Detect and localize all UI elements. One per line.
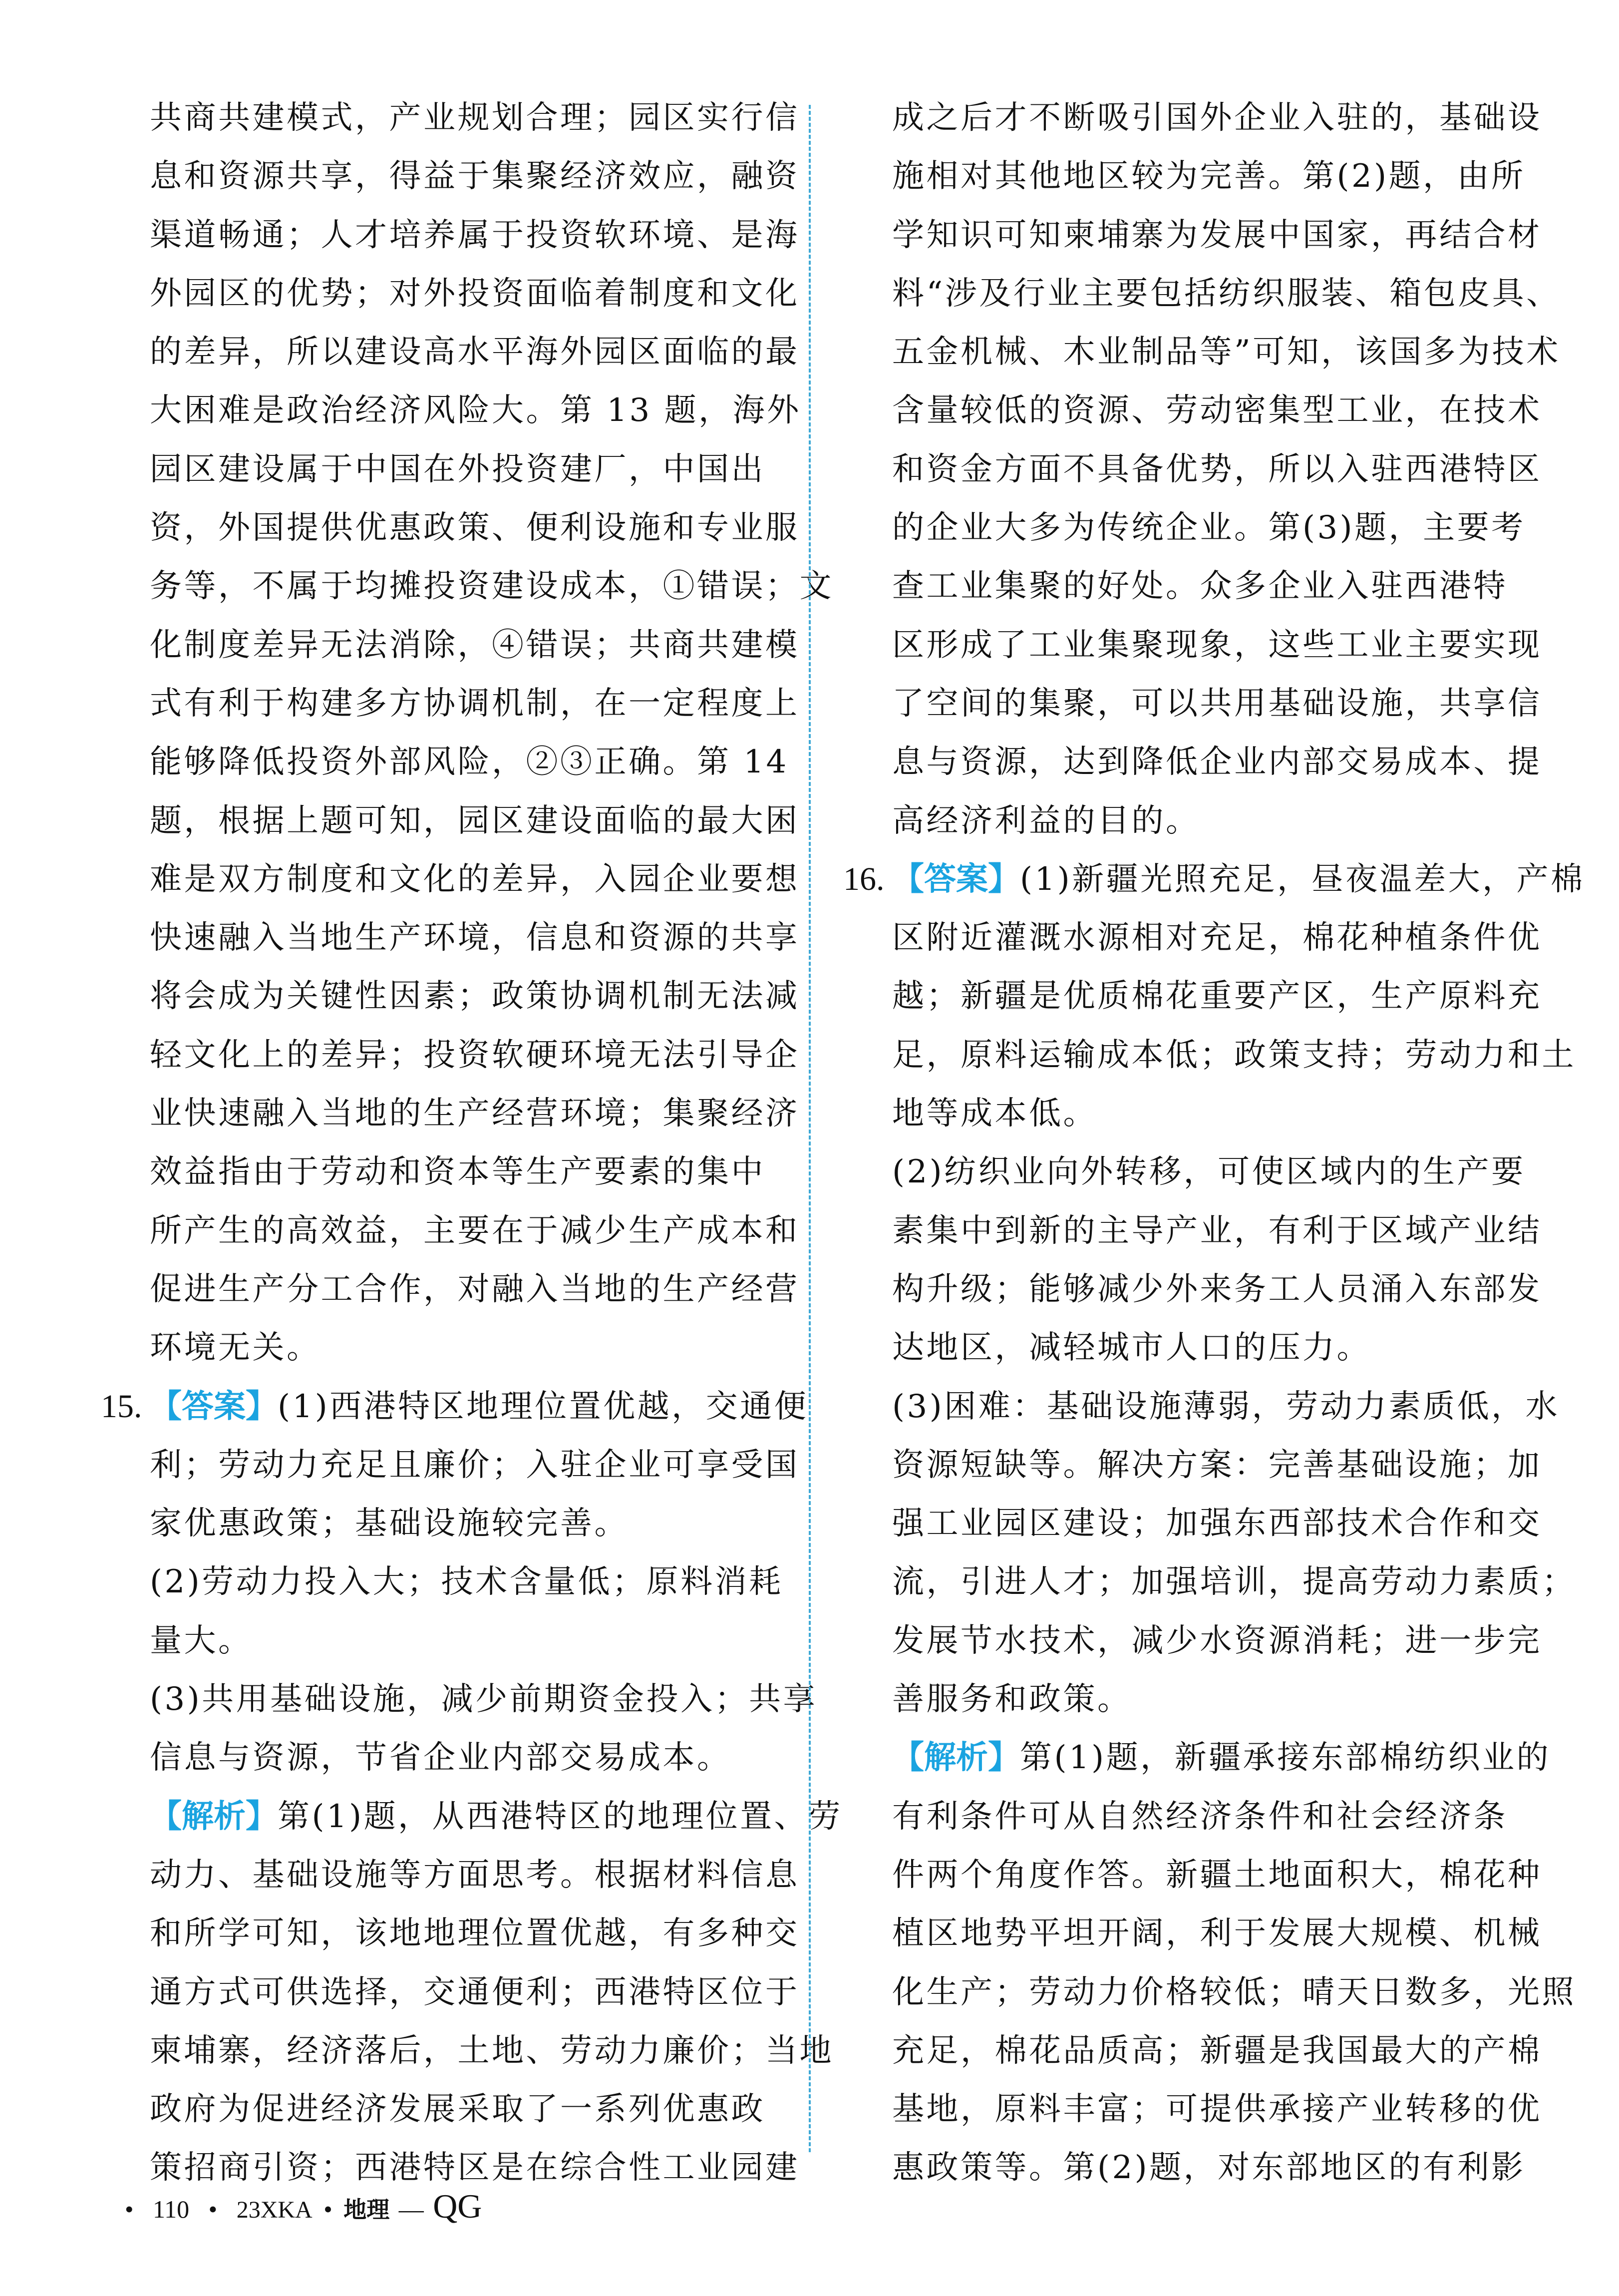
text-line: 五金机械、木业制品等”可知，该国多为技术 (892, 334, 1561, 371)
analysis-tag: 【解析】 (892, 1739, 1020, 1777)
answer-line: 越；新疆是优质棉花重要产区，生产原料充 (892, 978, 1542, 1015)
left-column (101, 98, 843, 2207)
text-line: 资，外国提供优惠政策、便利设施和专业服 (150, 509, 800, 547)
analysis-line: 动力、基础设施等方面思考。根据材料信息 (150, 1856, 800, 1894)
question-number-15: 15. (101, 1388, 142, 1425)
q16-answer-first-line (843, 859, 1585, 918)
answer-line: 资源短缺等。解决方案：完善基础设施；加 (892, 1446, 1542, 1484)
answer-line: 足，原料运输成本低；政策支持；劳动力和土 (892, 1036, 1576, 1074)
answer-text: (1)西港特区地理位置优越，交通便 (278, 1388, 809, 1425)
answer-line: 区附近灌溉水源相对充足，棉花种植条件优 (892, 919, 1542, 957)
dash-separator: — (398, 2195, 424, 2223)
answer-line: 地等成本低。 (892, 1095, 1097, 1133)
text-line: 息和资源共享，得益于集聚经济效应，融资 (150, 158, 800, 195)
text-line: 外园区的优势；对外投资面临着制度和文化 (150, 275, 800, 312)
analysis-line: 充足，棉花品质高；新疆是我国最大的产棉 (892, 2032, 1542, 2069)
text-line: 料“涉及行业主要包括纺织服装、箱包皮具、 (892, 275, 1561, 312)
text-line: 环境无关。 (150, 1329, 321, 1367)
text-line: 的企业大多为传统企业。第(3)题，主要考 (892, 509, 1526, 547)
text-line: 效益指由于劳动和资本等生产要素的集中 (150, 1153, 765, 1191)
analysis-tag: 【解析】 (150, 1798, 278, 1835)
answer-tag: 【答案】 (892, 860, 1020, 898)
analysis-line: 通方式可供选择，交通便利；西港特区位于 (150, 1973, 800, 2011)
text-line: 了空间的集聚，可以共用基础设施，共享信 (892, 685, 1542, 722)
page-footer (125, 2187, 482, 2225)
text-line: 难是双方制度和文化的差异，入园企业要想 (150, 860, 800, 898)
analysis-line: 惠政策等。第(2)题，对东部地区的有利影 (892, 2149, 1526, 2187)
subject-label: 地理 (343, 2196, 390, 2223)
analysis-line: 柬埔寨，经济落后，土地、劳动力廉价；当地 (150, 2032, 834, 2069)
analysis-text: 第(1)题，从西港特区的地理位置、劳 (278, 1798, 843, 1835)
text-line: 式有利于构建多方协调机制，在一定程度上 (150, 685, 800, 722)
bullet-icon: • (125, 2195, 134, 2223)
analysis-line: 植区地势平坦开阔，利于发展大规模、机械 (892, 1915, 1542, 1952)
text-line: 能够降低投资外部风险，②③正确。第 14 (150, 744, 789, 781)
text-line: 含量较低的资源、劳动密集型工业，在技术 (892, 392, 1542, 429)
edition-code: QG (433, 2187, 482, 2225)
answer-line: (2)劳动力投入大；技术含量低；原料消耗 (150, 1563, 783, 1601)
text-line: 区形成了工业集聚现象，这些工业主要实现 (892, 626, 1542, 664)
question-number-16: 16. (843, 860, 885, 897)
text-line: 成之后才不断吸引国外企业入驻的，基础设 (892, 99, 1542, 136)
answer-line: 善服务和政策。 (892, 1681, 1132, 1718)
answer-line: 量大。 (150, 1622, 253, 1659)
answer-line: (2)纺织业向外转移，可使区域内的生产要 (892, 1153, 1526, 1191)
text-line: 息与资源，达到降低企业内部交易成本、提 (892, 744, 1542, 781)
analysis-line: 政府为促进经济发展采取了一系列优惠政 (150, 2091, 765, 2128)
text-line: 将会成为关键性因素；政策协调机制无法减 (150, 978, 800, 1015)
analysis-line: 件两个角度作答。新疆土地面积大，棉花种 (892, 1856, 1542, 1894)
analysis-line: 策招商引资；西港特区是在综合性工业园建 (150, 2149, 800, 2187)
analysis-line: 基地，原料丰富；可提供承接产业转移的优 (892, 2091, 1542, 2128)
text-line: 务等，不属于均摊投资建设成本，①错误；文 (150, 568, 834, 605)
text-line: 共商共建模式，产业规划合理；园区实行信 (150, 99, 800, 136)
answer-line: 构升级；能够减少外来务工人员涌入东部发 (892, 1270, 1542, 1308)
answer-line: 素集中到新的主导产业，有利于区域产业结 (892, 1212, 1542, 1249)
right-column (843, 98, 1585, 2207)
answer-line: 信息与资源，节省企业内部交易成本。 (150, 1739, 731, 1777)
answer-tag: 【答案】 (150, 1388, 278, 1425)
text-line: 化制度差异无法消除，④错误；共商共建模 (150, 626, 800, 664)
page-number: 110 (153, 2195, 190, 2223)
text-line: 所产生的高效益，主要在于减少生产成本和 (150, 1212, 800, 1249)
text-line: 查工业集聚的好处。众多企业入驻西港特 (892, 568, 1508, 605)
bullet-icon: • (208, 2195, 218, 2223)
analysis-text: 第(1)题，新疆承接东部棉纺织业的 (1020, 1739, 1551, 1777)
answer-line: 强工业园区建设；加强东西部技术合作和交 (892, 1505, 1542, 1542)
text-line: 题，根据上题可知，园区建设面临的最大困 (150, 802, 800, 839)
bullet-icon: • (324, 2195, 332, 2223)
q15-analysis-first-line (150, 1797, 843, 1855)
answer-line: 达地区，减轻城市人口的压力。 (892, 1329, 1371, 1367)
column-divider (809, 105, 811, 2152)
text-line: 渠道畅通；人才培养属于投资软环境、是海 (150, 216, 800, 254)
text-line: 的差异，所以建设高水平海外园区面临的最 (150, 334, 800, 371)
text-line: 施相对其他地区较为完善。第(2)题，由所 (892, 158, 1526, 195)
text-line: 园区建设属于中国在外投资建厂，中国出 (150, 450, 765, 488)
text-line: 学知识可知柬埔寨为发展中国家，再结合材 (892, 216, 1542, 254)
text-line: 快速融入当地生产环境，信息和资源的共享 (150, 919, 800, 957)
text-line: 大困难是政治经济风险大。第 13 题，海外 (150, 392, 801, 429)
analysis-line: 和所学可知，该地地理位置优越，有多种交 (150, 1915, 800, 1952)
analysis-line: 有利条件可从自然经济条件和社会经济条 (892, 1798, 1508, 1835)
answer-line: 发展节水技术，减少水资源消耗；进一步完 (892, 1622, 1542, 1659)
analysis-line: 化生产；劳动力价格较低；晴天日数多，光照 (892, 1973, 1576, 2011)
text-line: 促进生产分工合作，对融入当地的生产经营 (150, 1270, 800, 1308)
q15-answer-first-line (101, 1387, 809, 1445)
answer-line: 流，引进人才；加强培训，提高劳动力素质； (892, 1563, 1576, 1601)
book-code: 23XKA (236, 2197, 313, 2223)
text-line: 高经济利益的目的。 (892, 802, 1200, 839)
text-line: 和资金方面不具备优势，所以入驻西港特区 (892, 450, 1542, 488)
answer-line: 家优惠政策；基础设施较完善。 (150, 1505, 629, 1542)
q16-analysis-first-line (892, 1738, 1551, 1796)
text-line: 业快速融入当地的生产经营环境；集聚经济 (150, 1095, 800, 1133)
answer-text: (1)新疆光照充足，昼夜温差大，产棉 (1020, 860, 1585, 898)
text-line: 轻文化上的差异；投资软硬环境无法引导企 (150, 1036, 800, 1074)
answer-line: (3)共用基础设施，减少前期资金投入；共享 (150, 1681, 818, 1718)
answer-line: 利；劳动力充足且廉价；入驻企业可享受国 (150, 1446, 800, 1484)
answer-line: (3)困难：基础设施薄弱，劳动力素质低，水 (892, 1388, 1560, 1425)
